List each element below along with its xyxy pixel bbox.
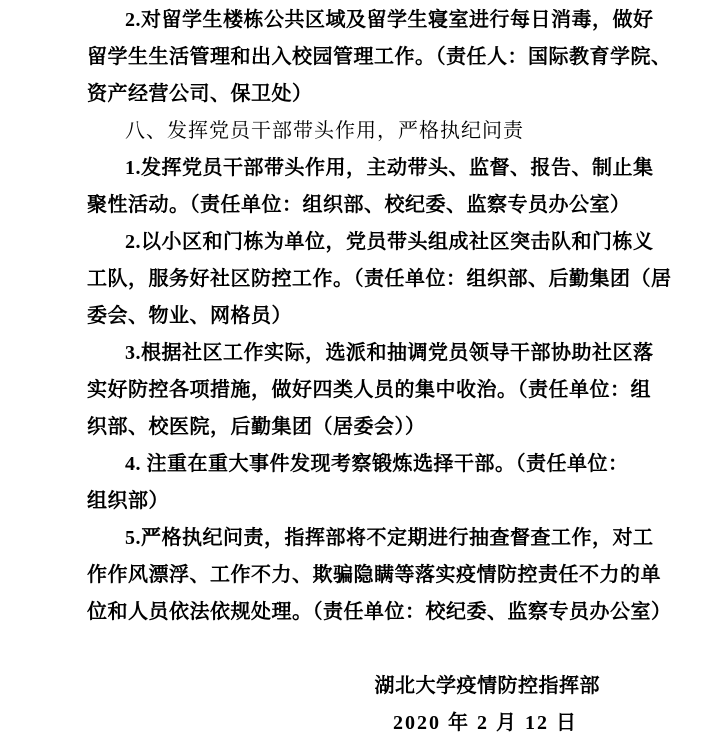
signature-organization: 湖北大学疫情防控指挥部 — [374, 675, 600, 697]
document-line: 4. 注重在重大事件发现考察锻炼选择干部。（责任单位： — [125, 453, 629, 475]
document-line: 实好防控各项措施，做好四类人员的集中收治。（责任单位：组 — [87, 379, 651, 401]
document-line: 织部、校医院，后勤集团（居委会）） — [87, 416, 426, 438]
document-line: 八、发挥党员干部带头作用，严格执纪问责 — [125, 120, 524, 142]
document-line: 作作风漂浮、工作不力、欺骗隐瞒等落实疫情防控责任不力的单 — [87, 564, 661, 586]
signature-date: 2020 年 2 月 12 日 — [393, 712, 578, 734]
paragraphs-container — [87, 2, 672, 631]
blank-spacer-line — [87, 631, 628, 668]
document-line: 位和人员依法依规处理。（责任单位：校纪委、监察专员办公室） — [87, 601, 672, 623]
document-line: 2.对留学生楼栋公共区域及留学生寝室进行每日消毒，做好 — [125, 9, 654, 31]
document-line: 3.根据社区工作实际，选派和抽调党员领导干部协助社区落 — [125, 342, 654, 364]
document-line: 2.以小区和门栋为单位，党员带头组成社区突击队和门栋义 — [125, 231, 654, 253]
document-line: 组织部） — [87, 490, 169, 512]
document-line: 5.严格执纪问责，指挥部将不定期进行抽查督查工作，对工 — [125, 527, 654, 549]
document-line: 留学生生活管理和出入校园管理工作。（责任人：国际教育学院、 — [87, 46, 672, 68]
document-line: 委会、物业、网格员） — [87, 305, 292, 327]
document-line: 工队，服务好社区防控工作。（责任单位：组织部、后勤集团（居 — [87, 268, 672, 290]
document-line: 1.发挥党员干部带头作用，主动带头、监督、报告、制止集 — [125, 157, 654, 179]
document-line: 资产经营公司、保卫处） — [87, 83, 313, 105]
document-line: 聚性活动。（责任单位：组织部、校纪委、监察专员办公室） — [87, 194, 631, 216]
